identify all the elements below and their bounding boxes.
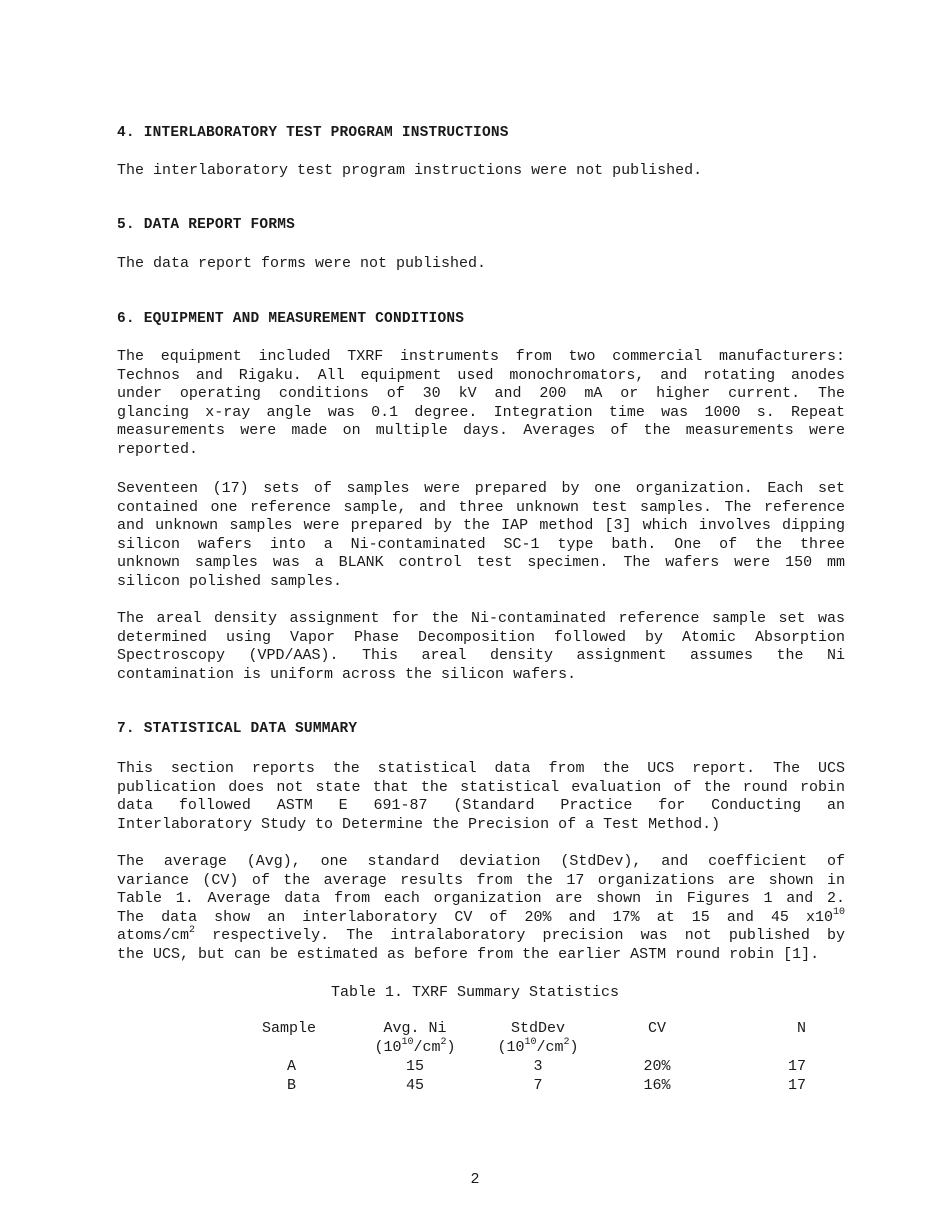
cell-cv: 16% <box>643 1077 671 1094</box>
text-line: The average (Avg), one standard deviation (StdDev), and coefficient of <box>117 853 845 870</box>
text-line: glancing x-ray angle was 0.1 degree. Integration time was 1000 s. Repeat <box>117 403 845 421</box>
text-line: atoms/$cm^2$ respectively. The intralaboratory precision was not published by <box>117 925 845 945</box>
cell-sample: A <box>287 1058 297 1075</box>
section-7-paragraph-1 <box>117 760 845 834</box>
text-line: measurements were made on multiple days. Averages of the measurements were <box>117 422 845 440</box>
section-7-heading: 7. STATISTICAL DATA SUMMARY <box>117 721 358 737</box>
summary-table <box>262 1019 808 1095</box>
header-sample: Sample <box>262 1020 317 1037</box>
cell-avg: 45 <box>405 1077 424 1094</box>
text-line: Spectroscopy (VPD/AAS). This areal density assignment assumes the Ni <box>117 647 845 665</box>
table-row <box>262 1057 808 1076</box>
table-header-row <box>262 1019 808 1057</box>
section-4-body: The interlaboratory test program instructions were not published. <box>117 162 703 179</box>
cell-stddev: 3 <box>533 1058 543 1075</box>
text-line: variance (CV) of the average results from the 17 organizations are shown in <box>117 871 845 889</box>
header-stddev-units: $(10^{10}/cm^2)$ <box>497 1037 579 1056</box>
cell-n: 17 <box>787 1058 806 1075</box>
text-line: data followed ASTM E 691-87 (Standard Practice for Conducting an <box>117 797 845 815</box>
text-line: contamination is uniform across the silicon wafers. <box>117 665 577 683</box>
text-line: Interlaboratory Study to Determine the Precision of a Test Method.) <box>117 815 721 833</box>
header-avg-ni: Avg. Ni $(10^{10}/cm^2)$ <box>362 1019 468 1057</box>
text-line: The areal density assignment for the Ni-contaminated reference sample set was <box>117 610 845 627</box>
text-line: The equipment included TXRF instruments from two commercial manufacturers: <box>117 348 845 365</box>
table-row <box>262 1076 808 1095</box>
section-5-heading: 5. DATA REPORT FORMS <box>117 217 296 233</box>
text-line: unknown samples was a BLANK control test specimen. The wafers were 150 mm <box>117 554 845 572</box>
text-line: Table 1. Average data from each organization are shown in Figures 1 and 2. <box>117 890 845 908</box>
header-cv: CV <box>647 1020 666 1037</box>
section-6-paragraph-1 <box>117 348 845 460</box>
section-5-body: The data report forms were not published. <box>117 255 487 272</box>
text-line: the UCS, but can be estimated as before from the earlier ASTM round robin [1]. <box>117 945 820 963</box>
text-line: This section reports the statistical data from the UCS report. The UCS <box>117 760 845 777</box>
cell-sample: B <box>287 1077 297 1094</box>
cell-cv: 20% <box>643 1058 671 1075</box>
text-line: Seventeen (17) sets of samples were prepared by one organization. Each set <box>117 480 845 497</box>
text-line: silicon polished samples. <box>117 572 343 590</box>
section-6-paragraph-3 <box>117 610 845 684</box>
header-stddev: StdDev $(10^{10}/cm^2)$ <box>468 1019 608 1057</box>
cell-stddev: 7 <box>533 1077 543 1094</box>
section-6-paragraph-2 <box>117 480 845 592</box>
page-number: 2 <box>470 1171 480 1188</box>
cell-avg: 15 <box>405 1058 424 1075</box>
cell-n: 17 <box>787 1077 806 1094</box>
text-line: under operating conditions of 30 kV and 200 mA or higher current. The <box>117 385 845 403</box>
text-line: silicon wafers into a Ni-contaminated SC-1 type bath. One of the three <box>117 535 845 553</box>
table-caption: Table 1. TXRF Summary Statistics <box>330 984 620 1001</box>
text-line: publication does not state that the statistical evaluation of the round robin <box>117 778 845 796</box>
header-n: N <box>796 1020 806 1037</box>
section-7-paragraph-2 <box>117 853 845 965</box>
text-line: contained one reference sample, and three unknown test samples. The reference <box>117 498 845 516</box>
text-line: and unknown samples were prepared by the IAP method [3] which involves dipping <box>117 517 845 535</box>
section-4-heading: 4. INTERLABORATORY TEST PROGRAM INSTRUCTIONS <box>117 125 509 141</box>
section-6-heading: 6. EQUIPMENT AND MEASUREMENT CONDITIONS <box>117 311 465 327</box>
text-line: determined using Vapor Phase Decomposition followed by Atomic Absorption <box>117 628 845 646</box>
text-line: The data show an interlaboratory CV of 20% and 17% at 15 and 45 $x10^{10}$ <box>117 906 845 926</box>
header-avg-units: $(10^{10}/cm^2)$ <box>374 1037 456 1056</box>
text-line: Technos and Rigaku. All equipment used monochromators, and rotating anodes <box>117 366 845 384</box>
text-line: reported. <box>117 440 199 458</box>
